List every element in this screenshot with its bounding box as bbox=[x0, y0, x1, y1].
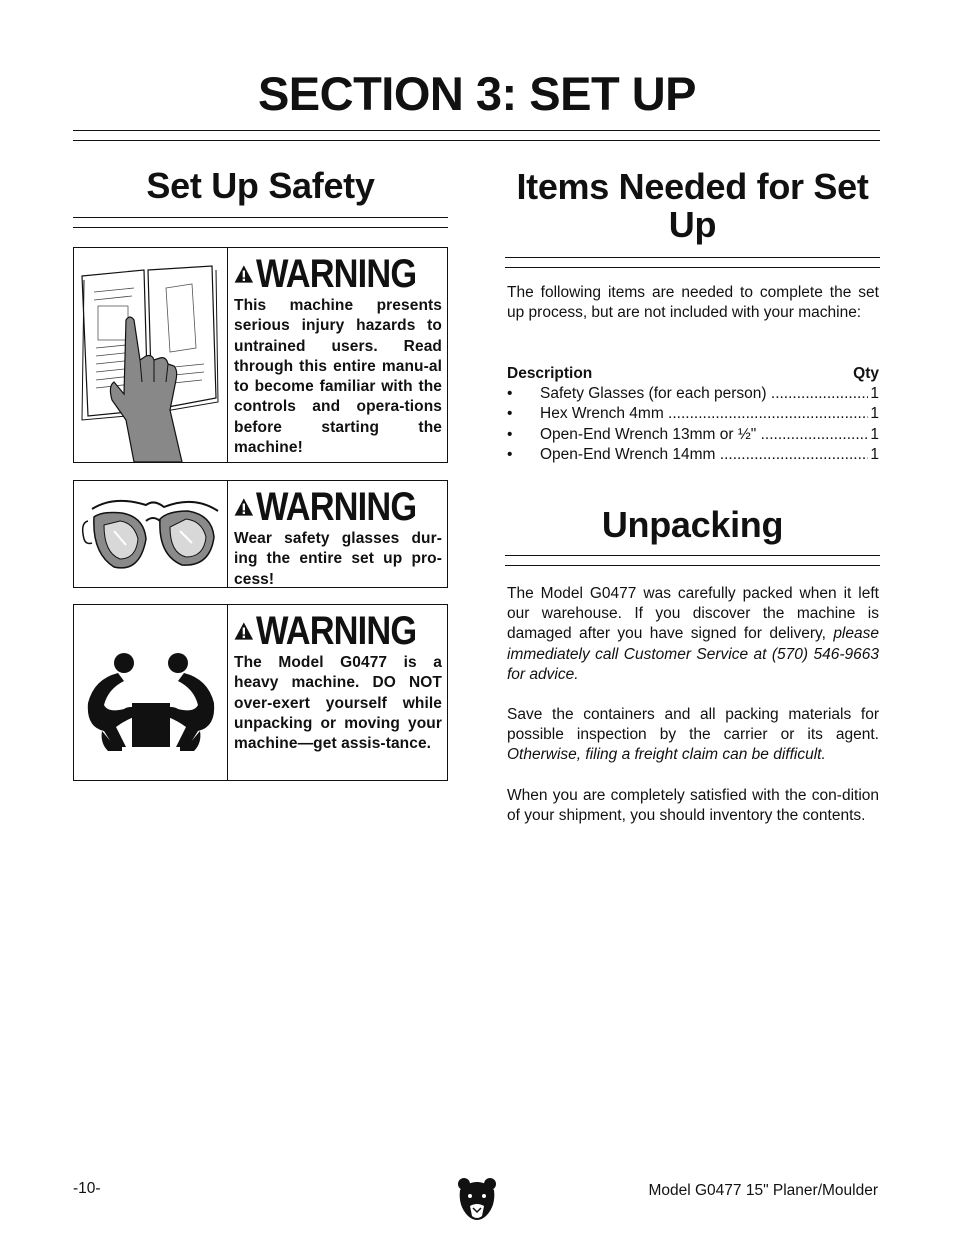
item-qty: 1 bbox=[870, 405, 879, 423]
title-rule-top bbox=[73, 130, 880, 131]
set-up-safety-heading: Set Up Safety bbox=[146, 165, 375, 206]
safety-rule-top bbox=[73, 217, 448, 218]
page-number: -10- bbox=[73, 1180, 101, 1197]
paragraph-italic-text: Otherwise, filing a freight claim can be difficult. bbox=[507, 746, 826, 764]
warning-triangle-icon bbox=[234, 614, 254, 648]
bullet: • bbox=[507, 425, 513, 443]
item-qty: 1 bbox=[870, 445, 879, 463]
warning-text: This machine presents serious injury hazards to untrained users. Read through this entire manu-al to become familiar with the controls and opera-tions before starting the machine! bbox=[234, 297, 442, 457]
qty-column-header: Qty bbox=[853, 365, 879, 382]
paragraph-text: Save the containers and all packing materials for possible inspection by the carrier or its agent. bbox=[507, 706, 879, 744]
list-item bbox=[507, 445, 879, 465]
safety-glasses-icon bbox=[74, 481, 228, 587]
item-name: Open-End Wrench 14mm ..... bbox=[540, 445, 868, 465]
manual-reading-hand-icon bbox=[74, 248, 228, 462]
warning-label: WARNING bbox=[255, 609, 416, 653]
items-needed-heading: Items Needed for Set Up bbox=[516, 166, 869, 245]
bullet: • bbox=[507, 445, 513, 463]
item-name: Open-End Wrench 13mm or ½" ..... bbox=[540, 425, 868, 445]
unpacking-paragraph-2 bbox=[507, 705, 879, 766]
paragraph-italic-text: please immediately call Customer Service at (570) 546-9663 for advice. bbox=[507, 625, 879, 683]
footer-model: Model G0477 15" Planer/Moulder bbox=[648, 1182, 878, 1199]
unpacking-paragraph-1 bbox=[507, 584, 879, 685]
list-item bbox=[507, 404, 879, 424]
items-intro: The following items are needed to complete the set up process, but are not included with your machine: bbox=[507, 284, 879, 322]
warning-box-manual bbox=[73, 247, 448, 463]
unpacking-rule-top bbox=[505, 555, 880, 556]
warning-label: WARNING bbox=[255, 485, 416, 529]
warning-header bbox=[234, 485, 442, 529]
safety-rule-bottom bbox=[73, 227, 448, 228]
warning-box-glasses bbox=[73, 480, 448, 588]
item-name: Hex Wrench 4mm ..... bbox=[540, 404, 868, 424]
items-rule-top bbox=[505, 257, 880, 258]
warning-text: The Model G0477 is a heavy machine. DO NOT over-exert yourself while unpacking or moving your machine—get assis-tance. bbox=[234, 654, 442, 753]
unpacking-heading: Unpacking bbox=[601, 504, 784, 545]
warning-triangle-icon bbox=[234, 257, 254, 291]
item-name: Safety Glasses (for each person) ..... bbox=[540, 384, 868, 404]
bullet: • bbox=[507, 385, 513, 402]
warning-header bbox=[234, 252, 442, 296]
paragraph-text: The Model G0477 was carefully packed when it left our warehouse. If you discover the machine is damaged after you have signed for delivery, bbox=[507, 585, 879, 643]
warning-label: WARNING bbox=[255, 252, 416, 296]
unpacking-paragraph-3: When you are completely satisfied with the con-dition of your shipment, you should inventory the contents. bbox=[507, 787, 879, 825]
unpacking-rule-bottom bbox=[505, 565, 880, 566]
section-title: SECTION 3: SET UP bbox=[257, 67, 697, 120]
items-table bbox=[507, 364, 879, 465]
list-item bbox=[507, 384, 879, 404]
warning-header bbox=[234, 609, 442, 653]
warning-box-heavy bbox=[73, 604, 448, 781]
two-person-lift-icon bbox=[74, 605, 228, 780]
grizzly-bear-icon bbox=[456, 1176, 498, 1224]
item-qty: 1 bbox=[870, 385, 879, 402]
title-rule-bottom bbox=[73, 140, 880, 141]
item-qty: 1 bbox=[870, 425, 879, 443]
description-column-header: Description bbox=[507, 365, 593, 382]
bullet: • bbox=[507, 405, 513, 423]
items-rule-bottom bbox=[505, 267, 880, 268]
warning-text: Wear safety glasses dur-ing the entire set up pro-cess! bbox=[234, 530, 442, 588]
list-item bbox=[507, 425, 879, 445]
items-table-header bbox=[507, 364, 879, 384]
warning-triangle-icon bbox=[234, 490, 254, 524]
